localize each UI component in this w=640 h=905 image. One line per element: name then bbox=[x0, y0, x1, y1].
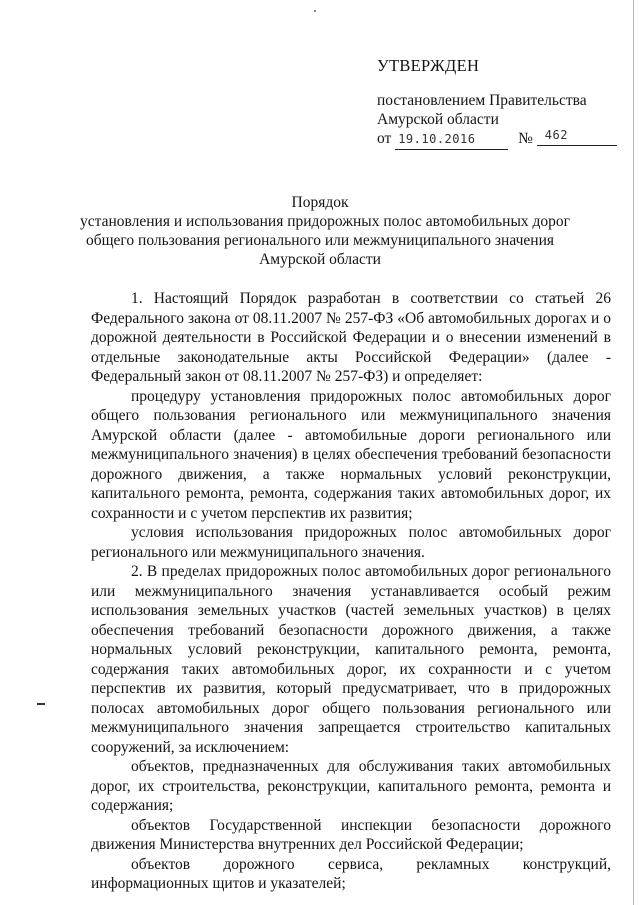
approval-date: 19.10.2016 bbox=[395, 130, 508, 150]
title-line-4: Амурской области bbox=[259, 251, 381, 268]
approval-date-row bbox=[377, 129, 627, 150]
document-title bbox=[80, 193, 571, 269]
approval-line-2: Амурской области bbox=[377, 111, 499, 128]
title-line-3: общего пользования регионального или межмуниципального значения bbox=[85, 232, 554, 249]
paragraph-2: процедуру установления придорожных полос автомобильных дорог общего пользования регионального или межмуниципального значения Амурской области (далее - автомобильные дороги регионального или межмуниципального значения) в целях обеспечения требований безопасности дорожного движения, а также нормальных условий реконструкции, капитального ремонта, ремонта, содержания таких автомобильных дорог, их сохранности и с учетом перспектив их развития; bbox=[91, 387, 611, 522]
paragraph-3: условия использования придорожных полос автомобильных дорог регионального или межмуниципального значения. bbox=[91, 524, 611, 561]
scan-speck bbox=[314, 10, 316, 12]
approval-heading: УТВЕРЖДЕН bbox=[377, 56, 480, 75]
margin-mark bbox=[37, 703, 45, 705]
number-sign: № bbox=[518, 130, 533, 147]
approval-number: 462 bbox=[537, 126, 617, 146]
paragraph-5: объектов, предназначенных для обслуживания таких автомобильных дорог, их строительства, реконструкции, капитального ремонта, ремонта и содержания; bbox=[91, 758, 611, 814]
paragraph-6: объектов Государственной инспекции безопасности дорожного движения Министерства внутренних дел Российской Федерации; bbox=[91, 816, 611, 853]
scan-edge bbox=[633, 0, 634, 905]
date-prefix: от bbox=[377, 130, 392, 147]
paragraph-4: 2. В пределах придорожных полос автомобильных дорог регионального или межмуниципального значения устанавливается особый режим использования земельных участков (частей земельных участков) в целях обеспечения требований безопасности дорожного движения, а также нормальных условий реконструкции, капитального ремонта, ремонта, содержания таких автомобильных дорог, их сохранности и с учетом перспектив их развития, который предусматривает, что в придорожных полосах автомобильных дорог общего пользования регионального или межмуниципального значения запрещается строительство капитальных сооружений, за исключением: bbox=[91, 563, 611, 756]
approval-line-1: постановлением Правительства bbox=[377, 92, 587, 109]
document-body bbox=[91, 289, 611, 894]
title-line-2: установления и использования придорожных полос автомобильных дорог bbox=[80, 213, 571, 230]
approval-block bbox=[377, 56, 627, 150]
paragraph-7: объектов дорожного сервиса, рекламных конструкций, информационных щитов и указателей; bbox=[91, 855, 611, 892]
paragraph-1: 1. Настоящий Порядок разработан в соответствии со статьей 26 Федерального закона от 08.11.2007 № 257-ФЗ «Об автомобильных дорогах и о дорожной деятельности в Российской Федерации и о внесении изменений в отдельные законодательные акты Российской Федерации» (далее - Федеральный закон от 08.11.2007 № 257-ФЗ) и определяет: bbox=[91, 290, 611, 385]
title-line-1: Порядок bbox=[291, 194, 349, 211]
